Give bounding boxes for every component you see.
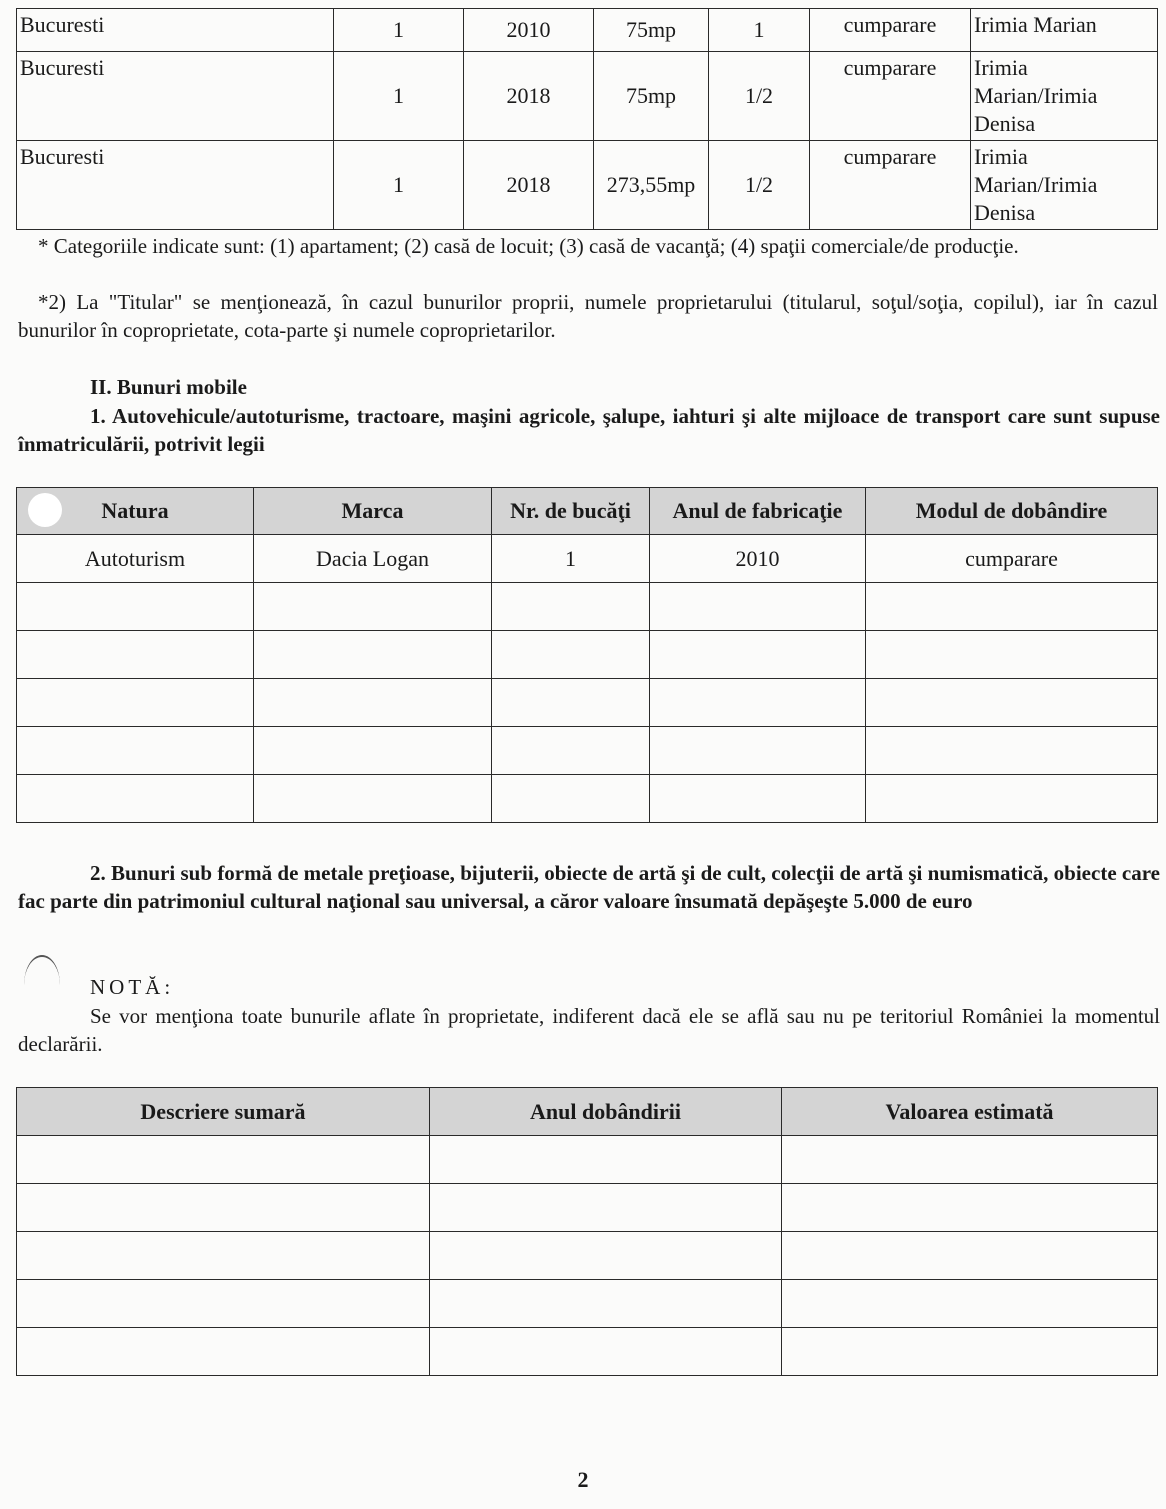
column-header: Descriere sumară	[17, 1088, 430, 1136]
column-header: Anul dobândirii	[430, 1088, 782, 1136]
vehicles-subtitle: 1. Autovehicule/autoturisme, tractoare, maşini agricole, şalupe, iahturi şi alte mijloace de transport care sunt supuse înmatriculării, potrivit legii	[18, 404, 1160, 456]
scan-mark	[28, 493, 62, 527]
property-table	[16, 8, 1158, 230]
year-cell: 2018	[464, 141, 594, 230]
category-cell: 1	[334, 52, 464, 141]
table-cell	[17, 1232, 430, 1280]
table-cell	[866, 631, 1158, 679]
table-cell	[17, 631, 254, 679]
table-cell	[254, 775, 492, 823]
table-cell	[650, 727, 866, 775]
table-row	[17, 141, 1158, 230]
table-cell	[430, 1280, 782, 1328]
column-header: Marca	[254, 488, 492, 535]
year-cell: 2018	[464, 52, 594, 141]
table-cell	[492, 583, 650, 631]
table-cell	[430, 1232, 782, 1280]
holder-line: Marian/Irimia	[974, 172, 1098, 197]
table-row	[17, 1136, 1158, 1184]
location-cell: Bucuresti	[17, 9, 334, 52]
table-row	[17, 1232, 1158, 1280]
table-cell: Autoturism	[17, 535, 254, 583]
scan-mark	[24, 955, 60, 985]
area-cell: 75mp	[594, 52, 709, 141]
table-row	[17, 9, 1158, 52]
table-cell	[17, 1184, 430, 1232]
table-cell	[866, 775, 1158, 823]
mode-cell: cumparare	[810, 141, 971, 230]
categories-note: * Categoriile indicate sunt: (1) apartament; (2) casă de locuit; (3) casă de vacanţă; (4) spaţii comerciale/de producţie.	[38, 234, 1019, 258]
column-header: Nr. de bucăţi	[492, 488, 650, 535]
year-cell: 2010	[464, 9, 594, 52]
table-cell	[17, 775, 254, 823]
vehicles-table	[16, 487, 1158, 823]
mode-cell: cumparare	[810, 9, 971, 52]
table-cell	[17, 679, 254, 727]
holder-line: Irimia Marian	[974, 12, 1097, 37]
table-cell	[782, 1232, 1158, 1280]
mode-cell: cumparare	[810, 52, 971, 141]
table-header-row	[17, 1088, 1158, 1136]
table-cell	[782, 1328, 1158, 1376]
precious-goods-subtitle: 2. Bunuri sub formă de metale preţioase, bijuterii, obiecte de artă şi de cult, colecţii de artă şi numismatică, obiecte care fac parte din patrimoniul cultural naţional sau universal, a căror valoare însumată depăşeşte 5.000 de euro	[18, 861, 1160, 913]
table-cell: cumparare	[866, 535, 1158, 583]
holder-line: Irimia	[974, 55, 1028, 80]
table-cell	[254, 727, 492, 775]
table-cell	[492, 727, 650, 775]
table-header-row	[17, 488, 1158, 535]
holder-note: *2) La "Titular" se menţionează, în cazul bunurilor proprii, numele proprietarului (titularul, soţul/soţia, copilul), iar în cazul bunurilor în coproprietate, cota-parte şi numele coproprietarilor.	[18, 290, 1158, 342]
area-cell: 75mp	[594, 9, 709, 52]
table-cell	[492, 679, 650, 727]
table-row	[17, 727, 1158, 775]
column-header: Anul de fabricaţie	[650, 488, 866, 535]
column-header: Modul de dobândire	[866, 488, 1158, 535]
table-cell	[650, 679, 866, 727]
table-cell: Dacia Logan	[254, 535, 492, 583]
section-title: II. Bunuri mobile	[90, 375, 247, 399]
table-cell	[866, 679, 1158, 727]
holder-line: Irimia	[974, 144, 1028, 169]
holder-cell	[971, 141, 1158, 230]
table-cell	[254, 631, 492, 679]
table-cell	[17, 1280, 430, 1328]
table-row	[17, 679, 1158, 727]
column-header: Natura	[17, 488, 254, 535]
category-cell: 1	[334, 9, 464, 52]
holder-line: Denisa	[974, 111, 1036, 136]
table-row	[17, 775, 1158, 823]
holder-cell	[971, 9, 1158, 52]
table-row	[17, 1328, 1158, 1376]
table-cell	[492, 775, 650, 823]
table-cell	[782, 1184, 1158, 1232]
table-cell	[650, 775, 866, 823]
table-cell	[17, 583, 254, 631]
table-cell	[492, 631, 650, 679]
precious-goods-table	[16, 1087, 1158, 1376]
table-cell	[430, 1136, 782, 1184]
holder-cell	[971, 52, 1158, 141]
table-row	[17, 631, 1158, 679]
table-row	[17, 1280, 1158, 1328]
table-cell	[866, 727, 1158, 775]
table-row	[17, 583, 1158, 631]
table-cell: 1	[492, 535, 650, 583]
nota-text: Se vor menţiona toate bunurile aflate în proprietate, indiferent dacă ele se află sau nu pe teritoriul României la momentul declarării.	[18, 1004, 1160, 1056]
table-cell	[17, 1136, 430, 1184]
table-cell	[782, 1280, 1158, 1328]
table-cell	[430, 1184, 782, 1232]
page-number: 2	[577, 1467, 589, 1492]
table-cell	[254, 583, 492, 631]
table-cell	[650, 583, 866, 631]
table-cell	[254, 679, 492, 727]
share-cell: 1/2	[709, 141, 810, 230]
column-header: Valoarea estimată	[782, 1088, 1158, 1136]
table-row	[17, 52, 1158, 141]
table-cell	[17, 1328, 430, 1376]
table-cell: 2010	[650, 535, 866, 583]
category-cell: 1	[334, 141, 464, 230]
share-cell: 1	[709, 9, 810, 52]
location-cell: Bucuresti	[17, 141, 334, 230]
table-cell	[866, 583, 1158, 631]
share-cell: 1/2	[709, 52, 810, 141]
table-cell	[430, 1328, 782, 1376]
table-row	[17, 1184, 1158, 1232]
location-cell: Bucuresti	[17, 52, 334, 141]
table-cell	[650, 631, 866, 679]
holder-line: Marian/Irimia	[974, 83, 1098, 108]
holder-line: Denisa	[974, 200, 1036, 225]
table-cell	[17, 727, 254, 775]
nota-label: NOTĂ:	[90, 975, 175, 999]
table-row	[17, 535, 1158, 583]
area-cell: 273,55mp	[594, 141, 709, 230]
table-cell	[782, 1136, 1158, 1184]
